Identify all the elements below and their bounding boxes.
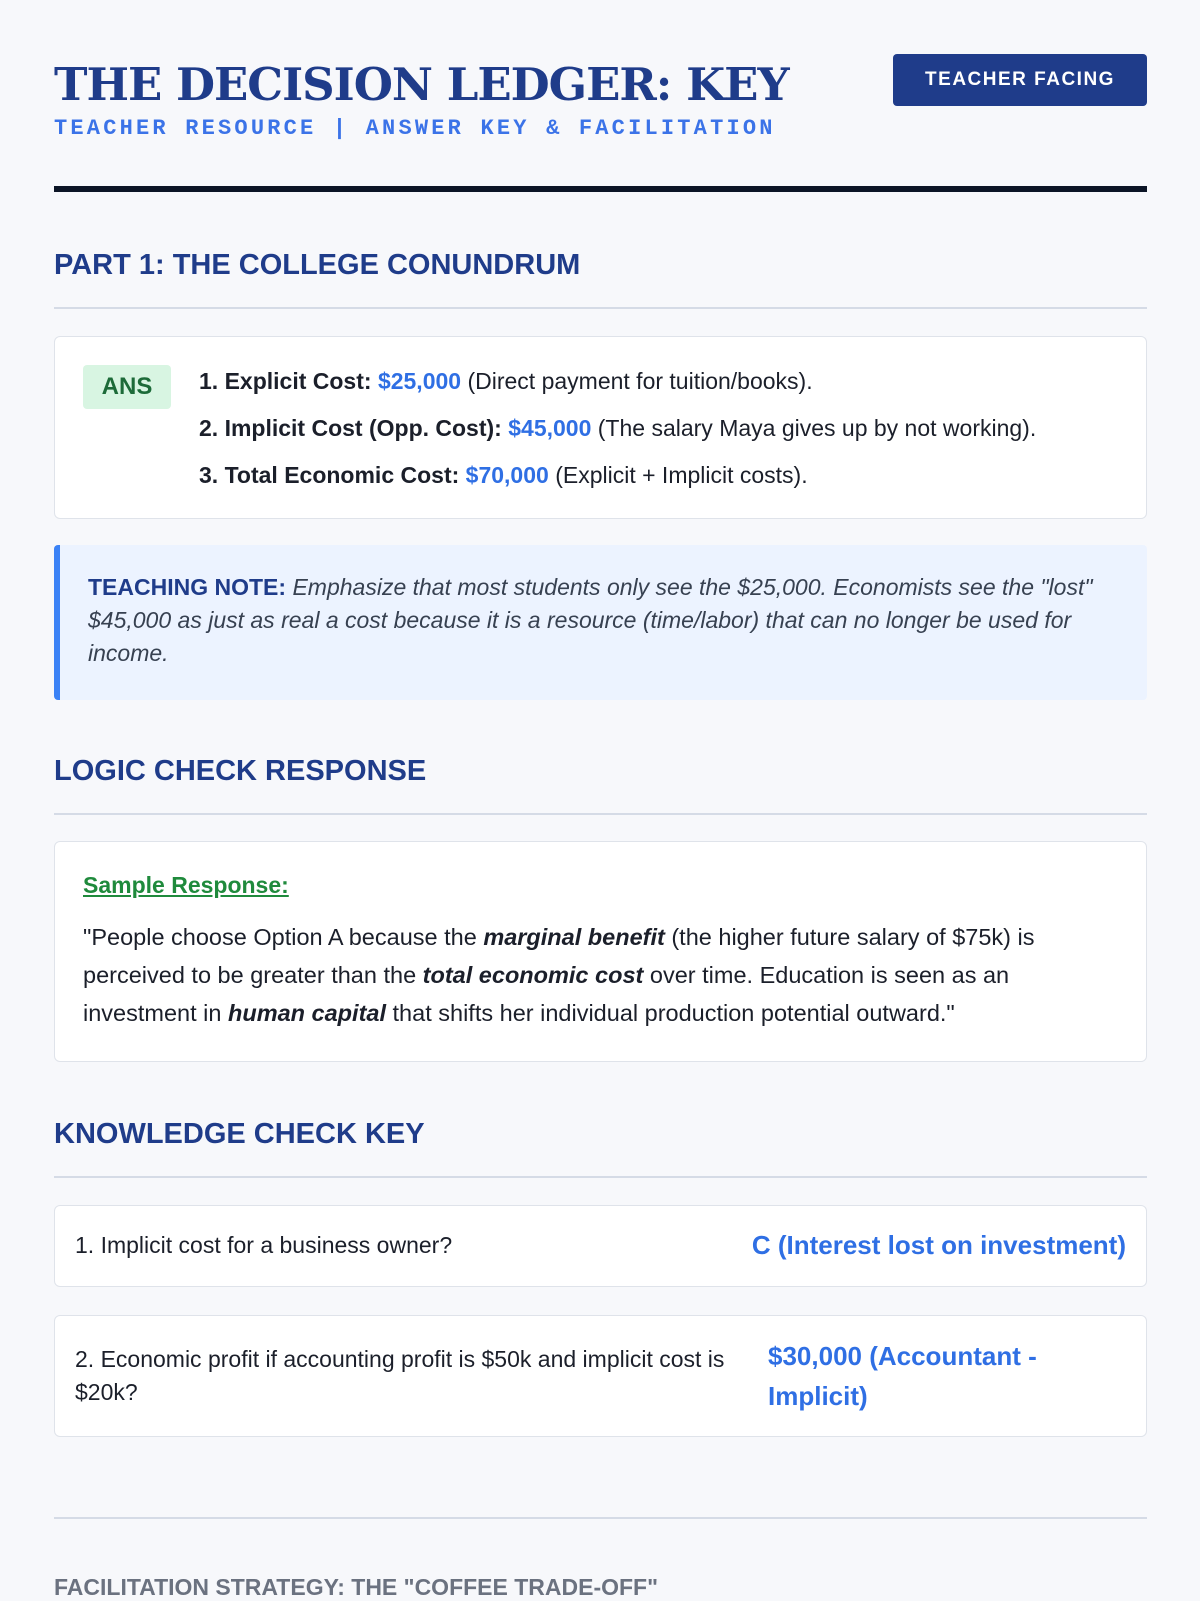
teacher-facing-badge: TEACHER FACING xyxy=(893,54,1147,106)
answer-explicit-cost: 1. Explicit Cost: $25,000 (Direct payment for tuition/books). xyxy=(199,368,813,394)
part1-answer-card xyxy=(54,336,1147,519)
answer-implicit-cost: 2. Implicit Cost (Opp. Cost): $45,000 (The salary Maya gives up by not working). xyxy=(199,415,1037,441)
answer-key-page xyxy=(54,0,1147,1600)
part1-divider xyxy=(54,307,1147,309)
knowledge-check-heading: KNOWLEDGE CHECK KEY xyxy=(54,1118,425,1150)
teaching-note-text: Emphasize that most students only see the $25,000. Economists see the "lost" $45,000 as just as real a cost because it is a resource (time/labor) that can no longer be used for income. xyxy=(88,574,1093,666)
answer-total-economic-cost: 3. Total Economic Cost: $70,000 (Explicit + Implicit costs). xyxy=(199,462,808,488)
knowledge-answer: $30,000 (Accountant - Implicit) xyxy=(768,1341,1037,1411)
knowledge-question: 1. Implicit cost for a business owner? xyxy=(75,1232,453,1258)
knowledge-question: 2. Economic profit if accounting profit is $50k and implicit cost is $20k? xyxy=(75,1346,725,1405)
footer-divider xyxy=(54,1517,1147,1519)
knowledge-check-divider xyxy=(54,1176,1147,1178)
sample-response-text: "People choose Option A because the marginal benefit (the higher future salary of $75k) is perceived to be greater than the total economic cost over time. Education is seen as an investment in human capital that shifts her individual production potential outward." xyxy=(83,924,1035,1026)
term-marginal-benefit: marginal benefit xyxy=(483,924,665,950)
facilitation-strategy-heading: FACILITATION STRATEGY: THE "COFFEE TRADE-OFF" xyxy=(54,1574,659,1600)
term-human-capital: human capital xyxy=(227,1000,386,1026)
knowledge-item xyxy=(54,1205,1147,1287)
page-subtitle: TEACHER RESOURCE | ANSWER KEY & FACILITATION xyxy=(54,116,776,141)
header xyxy=(54,0,1147,196)
knowledge-answer: C (Interest lost on investment) xyxy=(751,1230,1126,1260)
logic-check-divider xyxy=(54,813,1147,815)
part1-heading: PART 1: THE COLLEGE CONUNDRUM xyxy=(54,249,581,281)
logic-check-card xyxy=(54,841,1147,1062)
knowledge-item xyxy=(54,1315,1147,1437)
ans-badge: ANS xyxy=(83,365,171,409)
teaching-note-label: TEACHING NOTE: xyxy=(88,574,287,600)
teaching-note xyxy=(54,545,1147,700)
page-title: THE DECISION LEDGER: KEY xyxy=(54,58,789,111)
term-total-economic-cost: total economic cost xyxy=(422,962,644,988)
logic-check-heading: LOGIC CHECK RESPONSE xyxy=(54,755,427,787)
header-divider xyxy=(54,186,1147,192)
sample-response-label: Sample Response: xyxy=(83,872,289,898)
